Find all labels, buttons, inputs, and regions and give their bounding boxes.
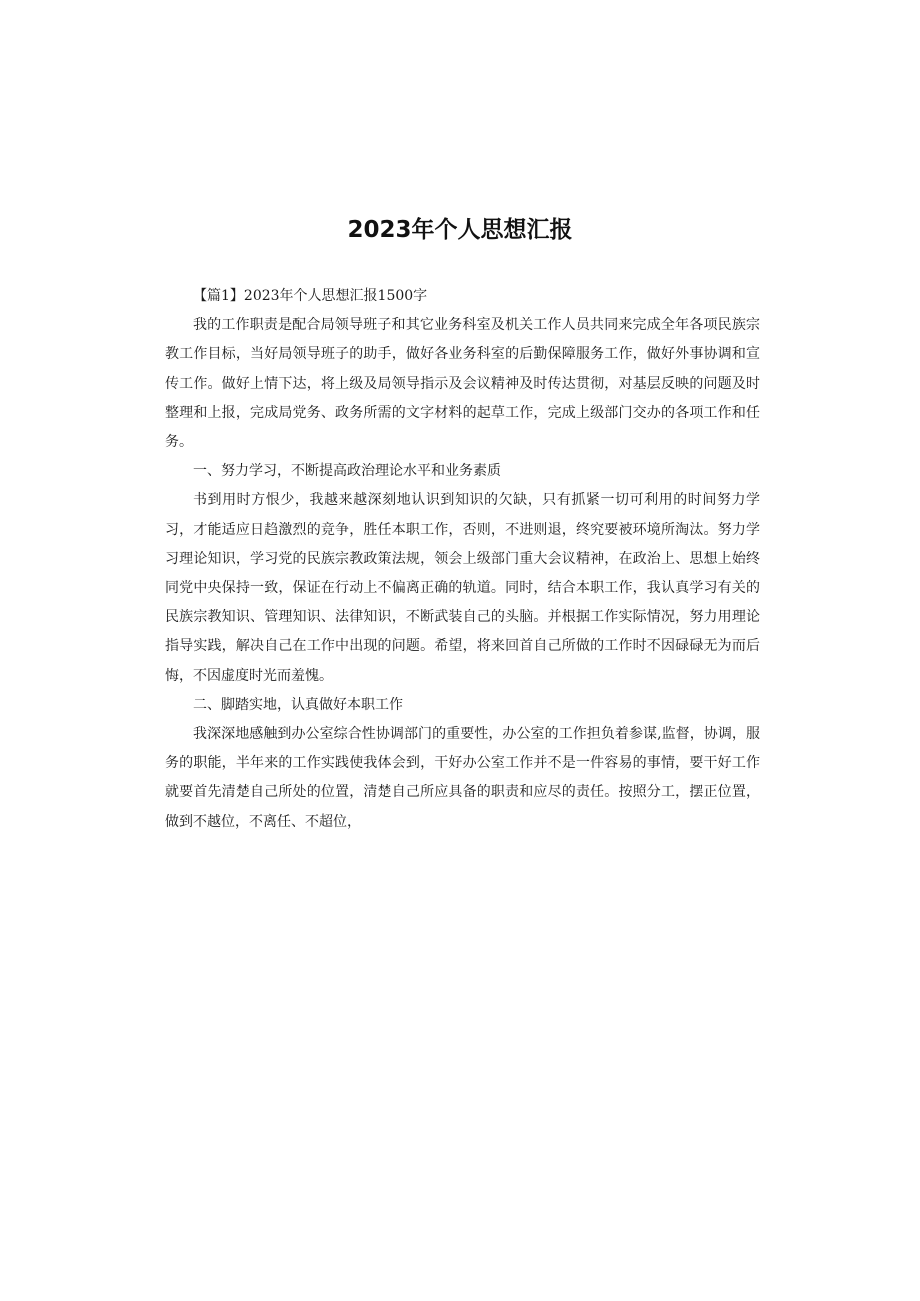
paragraph-study: 书到用时方恨少，我越来越深刻地认识到知识的欠缺，只有抓紧一切可利用的时间努力学习，才能适应日趋激烈的竞争，胜任本职工作，否则，不进则退，终究要被环境所淘汰。努力学习理论知识，学习党的民族宗教政策法规，领会上级部门重大会议精神，在政治上、思想上始终同党中央保持一致，保证在行动上不偏离正确的轨道。同时，结合本职工作，我认真学习有关的民族宗教知识、管理知识、法律知识，不断武装自己的头脑。并根据工作实际情况，努力用理论指导实践，解决自己在工作中出现的问题。希望，将来回首自己所做的工作时不因碌碌无为而后悔，不因虚度时光而羞愧。 — [165, 492, 760, 684]
section-heading-work: 二、脚踏实地，认真做好本职工作 — [193, 696, 403, 713]
section-heading-study: 一、努力学习，不断提高政治理论水平和业务素质 — [193, 463, 501, 480]
paragraph-job-duties: 我的工作职责是配合局领导班子和其它业务科室及机关工作人员共同来完成全年各项民族宗教工作目标，当好局领导班子的助手，做好各业务科室的后勤保障服务工作，做好外事协调和宣传工作。做好上情下达，将上级及局领导指示及会议精神及时传达贯彻，对基层反映的问题及时整理和上报，完成局党务、政务所需的文字材料的起草工作，完成上级部门交办的各项工作和任务。 — [165, 317, 760, 451]
section-heading-part1: 【篇1】2023年个人思想汇报1500字 — [193, 288, 428, 304]
paragraph-work: 我深深地感触到办公室综合性协调部门的重要性，办公室的工作担负着参谋,监督，协调，服务的职能，半年来的工作实践使我体会到，干好办公室工作并不是一件容易的事情，要干好工作就要首先清楚自己所处的位置，清楚自己所应具备的职责和应尽的责任。按照分工，摆正位置，做到不越位，不离任、不超位， — [165, 726, 760, 830]
document-body — [165, 282, 760, 837]
document-title: 2023年个人思想汇报 — [347, 217, 573, 243]
